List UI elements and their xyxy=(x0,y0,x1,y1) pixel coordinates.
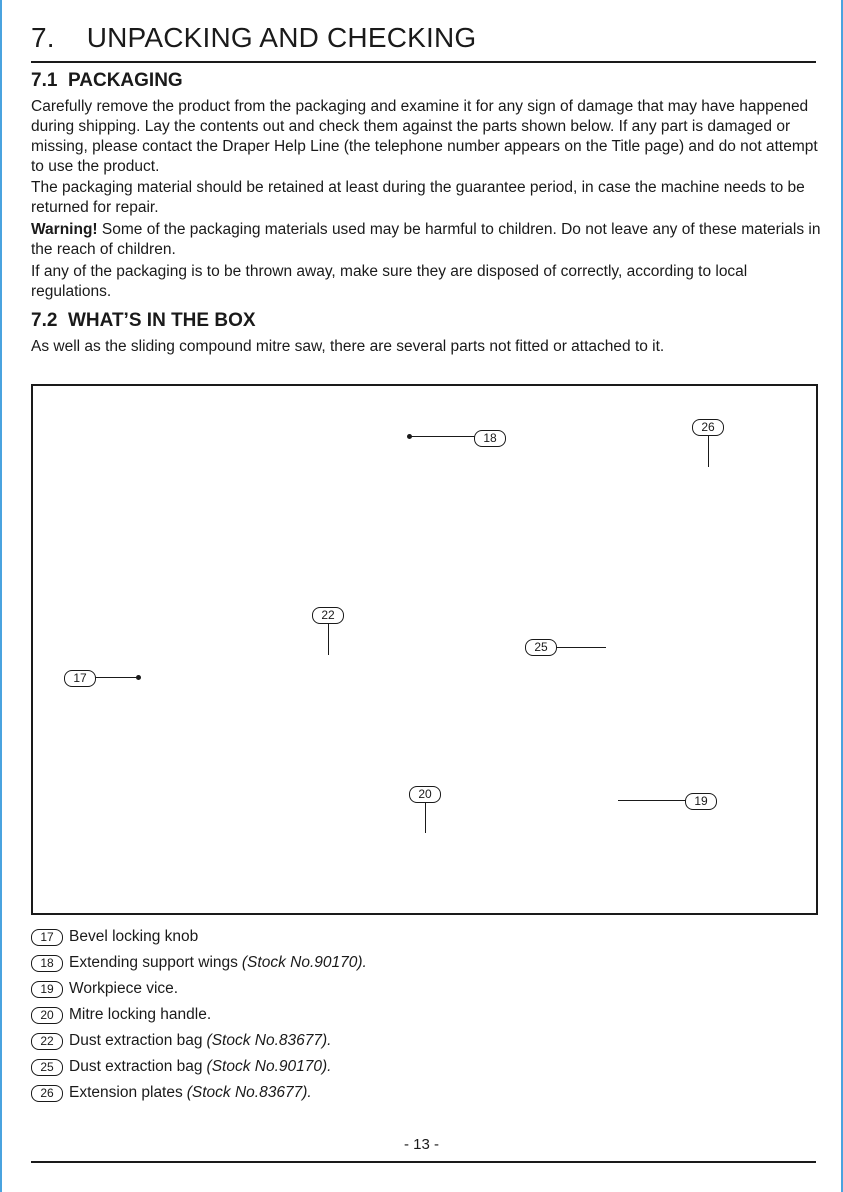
section-number: 7.2 xyxy=(31,310,58,331)
callout-18: 18 xyxy=(474,430,506,447)
part-label: Dust extraction bag xyxy=(69,1032,203,1049)
part-number-badge: 18 xyxy=(31,955,63,972)
section-number: 7.1 xyxy=(31,70,58,91)
stock-number: (Stock No.83677). xyxy=(186,1084,312,1101)
section-heading-packaging xyxy=(31,70,183,92)
section-heading-whats-in-the-box xyxy=(31,310,256,332)
part-label: Bevel locking knob xyxy=(69,928,199,945)
part-label: Dust extraction bag xyxy=(69,1058,203,1075)
leader-line xyxy=(425,802,426,833)
part-number-badge: 22 xyxy=(31,1033,63,1050)
callout-26: 26 xyxy=(692,419,724,436)
list-item xyxy=(31,976,821,1002)
part-number-badge: 25 xyxy=(31,1059,63,1076)
callout-25: 25 xyxy=(525,639,557,656)
stock-number: (Stock No.83677). xyxy=(206,1032,332,1049)
callout-19: 19 xyxy=(685,793,717,810)
list-item xyxy=(31,1028,821,1054)
box-intro-paragraph: As well as the sliding compound mitre saw, there are several parts not fitted or attached to it. xyxy=(31,338,665,355)
warning-label: Warning! xyxy=(31,221,98,238)
chapter-title: UNPACKING AND CHECKING xyxy=(86,22,477,53)
chapter-heading xyxy=(31,22,476,54)
page-number: - 13 - xyxy=(403,1136,439,1153)
parts-legend xyxy=(31,924,821,1106)
list-item xyxy=(31,1080,821,1106)
packaging-paragraph-1: Carefully remove the product from the packaging and examine it for any sign of damage that may have happened during shipping. Lay the contents out and check them against the parts shown below. If any part is damaged or missing, please contact the Draper Help Line (the telephone number appears on the Title page) and do not attempt to use the product. xyxy=(31,98,818,175)
leader-dot xyxy=(136,675,141,680)
chapter-rule xyxy=(31,61,816,63)
footer-rule xyxy=(31,1161,816,1163)
part-number-badge: 20 xyxy=(31,1007,63,1024)
warning-paragraph xyxy=(31,220,821,260)
list-item xyxy=(31,924,821,950)
leader-line xyxy=(95,677,138,678)
leader-line xyxy=(708,435,709,467)
list-item xyxy=(31,1054,821,1080)
packaging-paragraph-4: If any of the packaging is to be thrown away, make sure they are disposed of correctly, according to local regulations. xyxy=(31,263,748,300)
part-label: Extending support wings xyxy=(69,954,238,971)
leader-line xyxy=(556,647,606,648)
list-item xyxy=(31,950,821,976)
callout-22: 22 xyxy=(312,607,344,624)
packaging-paragraph-2: The packaging material should be retained at least during the guarantee period, in case the machine needs to be returned for repair. xyxy=(31,179,805,216)
stock-number: (Stock No.90170). xyxy=(206,1058,332,1075)
part-label: Mitre locking handle. xyxy=(69,1006,212,1023)
chapter-number: 7. xyxy=(31,22,55,53)
parts-diagram xyxy=(31,384,818,915)
section-title: PACKAGING xyxy=(67,70,183,91)
list-item xyxy=(31,1002,821,1028)
part-number-badge: 19 xyxy=(31,981,63,998)
part-label: Extension plates xyxy=(69,1084,183,1101)
section-title: WHAT’S IN THE BOX xyxy=(67,310,256,331)
warning-text: Some of the packaging materials used may be harmful to children. Do not leave any of these materials in the reach of children. xyxy=(31,221,821,258)
callout-20: 20 xyxy=(409,786,441,803)
part-number-badge: 17 xyxy=(31,929,63,946)
leader-line xyxy=(618,800,686,801)
stock-number: (Stock No.90170). xyxy=(241,954,367,971)
callout-17: 17 xyxy=(64,670,96,687)
leader-line xyxy=(410,436,475,437)
part-label: Workpiece vice. xyxy=(69,980,179,997)
leader-line xyxy=(328,623,329,655)
page-border-left xyxy=(0,0,2,1192)
part-number-badge: 26 xyxy=(31,1085,63,1102)
